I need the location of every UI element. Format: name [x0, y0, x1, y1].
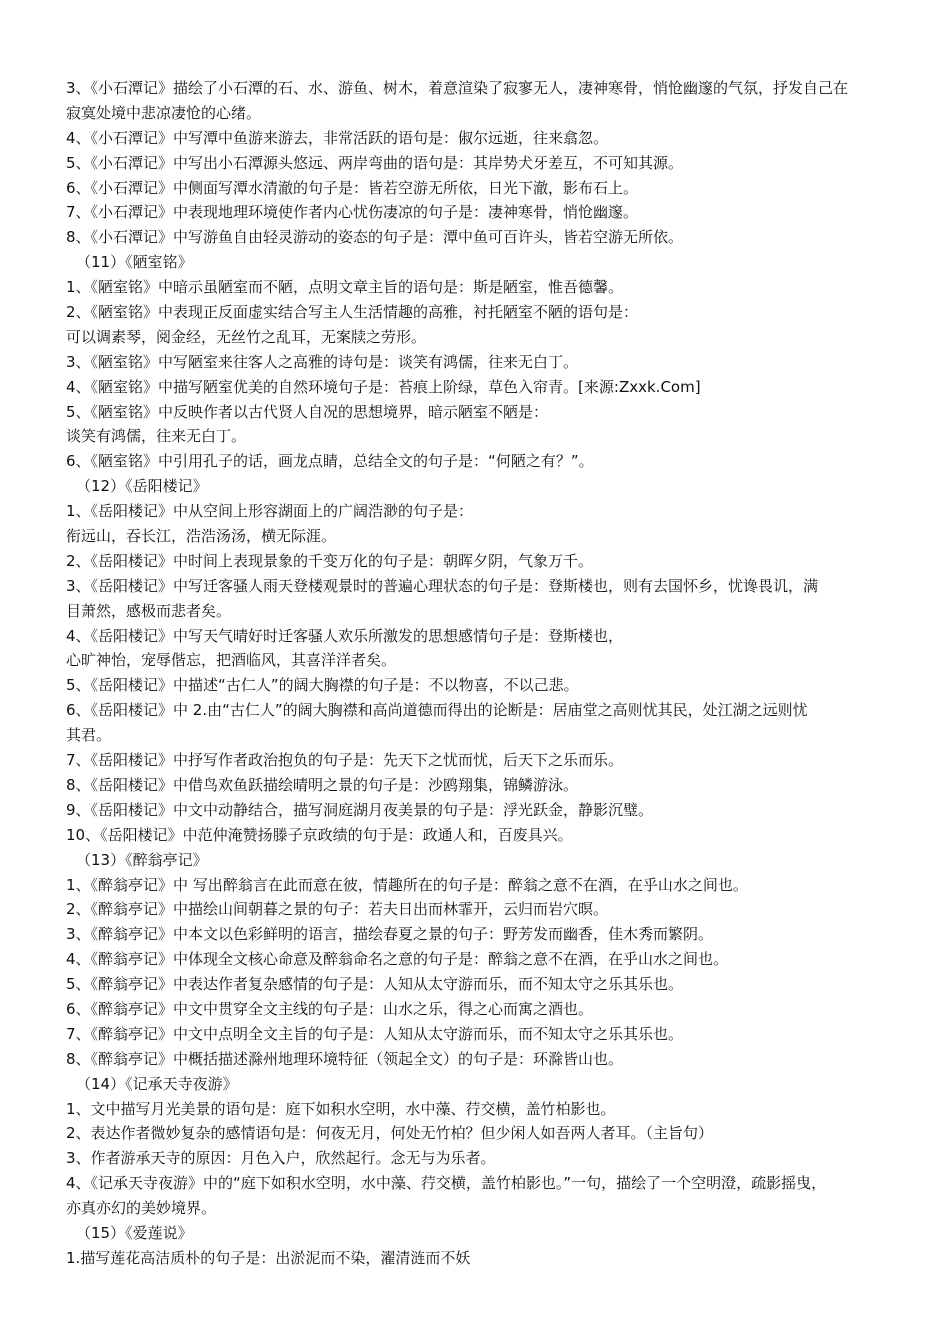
text-line: 2、《醉翁亭记》中描绘山间朝暮之景的句子：若夫日出而林霏开，云归而岩穴暝。 — [66, 900, 609, 919]
text-line: 3、《岳阳楼记》中写迁客骚人雨天登楼观景时的普遍心理状态的句子是：登斯楼也，则有去国怀乡，忧谗畏讥，满 — [66, 576, 819, 595]
text-line: 2、《陋室铭》中表现正反面虚实结合写主人生活情趣的高雅，衬托陋室不陋的语句是： — [66, 303, 639, 322]
section-heading: （11）《陋室铭》 — [76, 253, 193, 272]
text-line: 6、《小石潭记》中侧面写潭水清澈的句子是：皆若空游无所依，日光下澈，影布石上。 — [66, 178, 639, 197]
text-line: 8、《岳阳楼记》中借鸟欢鱼跃描绘晴明之景的句子是：沙鸥翔集，锦鳞游泳。 — [66, 775, 579, 794]
text-line: 亦真亦幻的美妙境界。 — [66, 1199, 217, 1218]
text-line: 心旷神怡，宠辱偕忘，把酒临风，其喜洋洋者矣。 — [66, 651, 397, 670]
text-line: 3、作者游承天寺的原因：月色入户，欣然起行。念无与为乐者。 — [66, 1149, 496, 1168]
section-heading: （13）《醉翁亭记》 — [76, 850, 208, 869]
text-line: 8、《醉翁亭记》中概括描述滁州地理环境特征（领起全文）的句子是：环滁皆山也。 — [66, 1049, 624, 1068]
text-line: 4、《记承天寺夜游》中的“庭下如积水空明，水中藻、荇交横，盖竹柏影也。”一句，描绘了一个空明澄，疏影摇曳， — [66, 1174, 827, 1193]
text-line: 1、文中描写月光美景的语句是：庭下如积水空明，水中藻、荇交横，盖竹柏影也。 — [66, 1099, 616, 1118]
text-line: 9、《岳阳楼记》中文中动静结合，描写洞庭湖月夜美景的句子是：浮光跃金，静影沉璧。 — [66, 800, 654, 819]
text-line: 可以调素琴，阅金经，无丝竹之乱耳，无案牍之劳形。 — [66, 327, 427, 346]
text-line: 2、表达作者微妙复杂的感情语句是：何夜无月，何处无竹柏？但少闲人如吾两人者耳。（主旨句） — [66, 1124, 714, 1143]
document-page — [66, 76, 888, 1271]
text-line: 谈笑有鸿儒，往来无白丁。 — [66, 427, 247, 446]
text-line: 4、《醉翁亭记》中体现全文核心命意及醉翁命名之意的句子是：醉翁之意不在酒，在乎山水之间也。 — [66, 950, 729, 969]
text-line: 7、《岳阳楼记》中抒写作者政治抱负的句子是：先天下之忧而忧，后天下之乐而乐。 — [66, 751, 624, 770]
text-line: 其君。 — [66, 726, 112, 745]
text-line: 3、《小石潭记》描绘了小石潭的石、水、游鱼、树木，着意渲染了寂寥无人，凄神寒骨，悄怆幽邃的气氛，抒发自己在 — [66, 79, 849, 97]
text-line: 5、《醉翁亭记》中表达作者复杂感情的句子是：人知从太守游而乐，而不知太守之乐其乐也。 — [66, 975, 684, 994]
text-line: 6、《岳阳楼记》中 2.由“古仁人”的阔大胸襟和高尚道德而得出的论断是：居庙堂之高则忧其民，处江湖之远则忧 — [66, 701, 808, 720]
text-line: 7、《小石潭记》中表现地理环境使作者内心忧伤凄凉的句子是：凄神寒骨，悄怆幽邃。 — [66, 203, 639, 222]
section-heading: （15）《爱莲说》 — [76, 1223, 193, 1242]
text-line: 2、《岳阳楼记》中时间上表现景象的千变万化的句子是：朝晖夕阴，气象万千。 — [66, 551, 594, 570]
text-line: 8、《小石潭记》中写游鱼自由轻灵游动的姿态的句子是：潭中鱼可百许头，皆若空游无所依。 — [66, 228, 684, 247]
text-line: 目萧然，感极而悲者矣。 — [66, 601, 232, 620]
text-line: 4、《陋室铭》中描写陋室优美的自然环境句子是：苔痕上阶绿，草色入帘青。[来源:Zxxk.Com] — [66, 377, 701, 396]
text-line: 3、《陋室铭》中写陋室来往客人之高雅的诗句是：谈笑有鸿儒，往来无白丁。 — [66, 352, 579, 371]
text-line: 1、《岳阳楼记》中从空间上形容湖面上的广阔浩渺的句子是： — [66, 502, 474, 521]
text-line: 3、《醉翁亭记》中本文以色彩鲜明的语言，描绘春夏之景的句子：野芳发而幽香，佳木秀而繁阴。 — [66, 925, 714, 944]
text-line: 寂寞处境中悲凉凄怆的心绪。 — [66, 103, 262, 122]
text-line: 5、《陋室铭》中反映作者以古代贤人自况的思想境界，暗示陋室不陋是： — [66, 402, 549, 421]
text-line: 5、《小石潭记》中写出小石潭源头悠远、两岸弯曲的语句是：其岸势犬牙差互，不可知其源。 — [66, 153, 684, 172]
text-line: 1、《陋室铭》中暗示虽陋室而不陋，点明文章主旨的语句是：斯是陋室，惟吾德馨。 — [66, 278, 624, 297]
section-heading: （12）《岳阳楼记》 — [76, 477, 208, 496]
text-line: 7、《醉翁亭记》中文中点明全文主旨的句子是：人知从太守游而乐，而不知太守之乐其乐也。 — [66, 1024, 684, 1043]
text-line: 衔远山，吞长江，浩浩汤汤，横无际涯。 — [66, 527, 337, 546]
text-line: 4、《小石潭记》中写潭中鱼游来游去，非常活跃的语句是：俶尔远逝，往来翕忽。 — [66, 128, 609, 147]
text-line: 6、《陋室铭》中引用孔子的话，画龙点睛，总结全文的句子是：“何陋之有？”。 — [66, 452, 594, 471]
section-heading: （14）《记承天寺夜游》 — [76, 1074, 238, 1093]
text-line: 4、《岳阳楼记》中写天气晴好时迁客骚人欢乐所激发的思想感情句子是：登斯楼也， — [66, 626, 624, 645]
text-line: 1.描写莲花高洁质朴的句子是：出淤泥而不染，濯清涟而不妖 — [66, 1248, 471, 1267]
text-line: 5、《岳阳楼记》中描述“古仁人”的阔大胸襟的句子是：不以物喜，不以己悲。 — [66, 676, 579, 695]
text-line: 6、《醉翁亭记》中文中贯穿全文主线的句子是：山水之乐，得之心而寓之酒也。 — [66, 999, 594, 1018]
text-line: 10、《岳阳楼记》中范仲淹赞扬滕子京政绩的句于是：政通人和，百废具兴。 — [66, 825, 573, 844]
text-line: 1、《醉翁亭记》中 写出醉翁言在此而意在彼，情趣所在的句子是：醉翁之意不在酒，在乎山水之间也。 — [66, 875, 748, 894]
